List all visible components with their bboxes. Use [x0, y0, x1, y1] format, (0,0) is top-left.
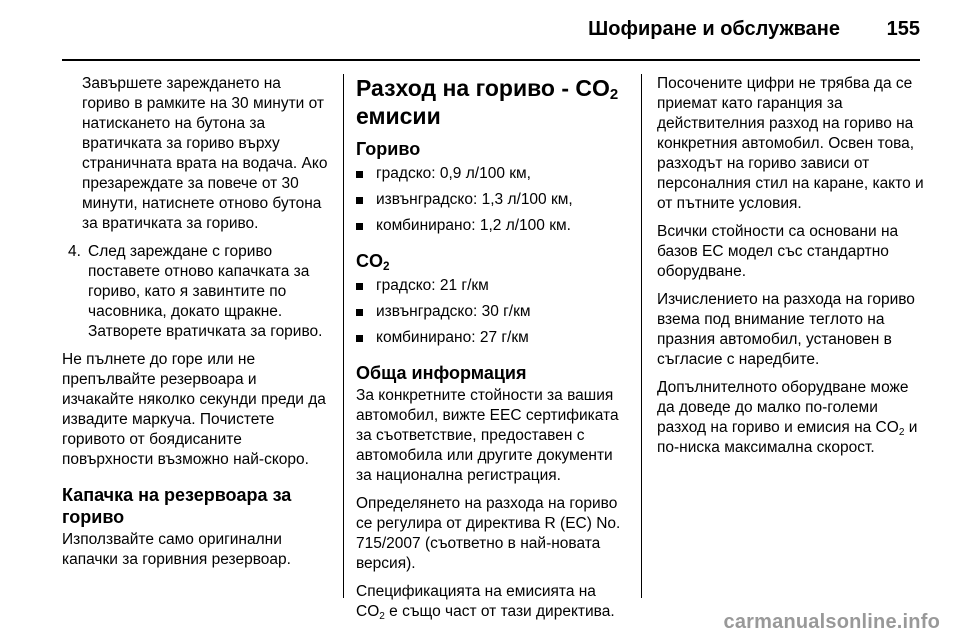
heading-main-text: Разход на гориво - CO [356, 75, 610, 101]
paragraph-extra-equipment [657, 378, 925, 458]
subscript: 2 [379, 611, 385, 622]
paragraph-refuel-time: Завършете зареждането на гориво в рамките на 30 минути от натискането на бутона за вратичката за гориво върху страничната врата на водача. Ако презареждате за повече от 30 минути, натиснете отново бутона за вратичката за гориво. [82, 75, 328, 232]
paragraph-general-1: За конкретните стойности за вашия автомобил, вижте ЕЕС сертификата за съответствие, предоставен с автомобила или другите документи за национална регистрация. [356, 387, 619, 484]
paragraph-calculation: Изчислението на разхода на гориво взема под внимание теглото на празния автомобил, установен в съгласие с наредбите. [657, 291, 915, 368]
heading-co2-text: CO [356, 251, 383, 271]
heading-fuel-consumption [356, 74, 624, 130]
bullet-icon [356, 190, 376, 210]
list-item-text: градско: 21 г/км [376, 277, 489, 294]
text-segment: и по-ниска максимална скорост. [657, 419, 918, 456]
paragraph-base-model: Всички стойности са основани на базов ЕС модел със стандартно оборудване. [657, 223, 899, 280]
text-segment: Допълнителното оборудване може да доведе до малко по-големи разход на гориво и емисия на CO [657, 379, 909, 436]
list-item-text: извънградско: 1,3 л/100 км, [376, 191, 573, 208]
heading-general-info: Обща информация [356, 363, 527, 383]
column-divider [641, 74, 642, 598]
paragraph-overfill-warning: Не пълнете до горе или не препълвайте резервоара и изчакайте няколко секунди преди да извадите маркуча. Почистете горивото от боядисаните повърхности възможно най-скоро. [62, 351, 326, 468]
list-item-text: комбинирано: 27 г/км [376, 329, 529, 346]
paragraph-general-2: Определянето на разхода на гориво се регулира от директива R (EC) No. 715/2007 (съответно в най-новата версия). [356, 495, 621, 572]
watermark-logo: carmanualsonline.info [723, 611, 940, 633]
text-segment: е също част от тази директива. [384, 603, 615, 620]
bullet-icon [356, 328, 376, 348]
list-item [356, 190, 624, 210]
bullet-icon [356, 216, 376, 236]
subscript: 2 [898, 427, 905, 438]
bullet-icon [356, 164, 376, 184]
column-left [62, 74, 330, 578]
heading-main-text-2: емисии [356, 103, 441, 129]
list-item [356, 276, 624, 296]
page-header [0, 0, 960, 60]
page-number: 155 [886, 18, 920, 40]
step-text: След зареждане с гориво поставете отново капачката за гориво, като я завинтите по часовника, докато щракне. Затворете вратичката за гориво. [88, 243, 323, 340]
list-item [356, 302, 624, 322]
column-middle [356, 74, 624, 630]
column-divider [343, 74, 344, 598]
bullet-icon [356, 302, 376, 322]
column-right [657, 74, 925, 466]
heading-fuel: Гориво [356, 139, 421, 159]
paragraph-general-3 [356, 582, 624, 622]
heading-co2 [356, 250, 624, 272]
list-item-text: комбинирано: 1,2 л/100 км. [376, 217, 571, 234]
list-item-text: извънградско: 30 г/км [376, 303, 531, 320]
list-item [356, 164, 624, 184]
header-rule [62, 59, 920, 61]
heading-main-subscript: 2 [609, 86, 619, 103]
list-item [356, 328, 624, 348]
list-item [356, 216, 624, 236]
paragraph-figures-note: Посочените цифри не трябва да се приемат като гаранция за действителния разход на гориво на конкретния автомобил. Освен това, разходът на гориво зависи от персоналния стил на каране, както и от пътните условия. [657, 75, 924, 212]
list-item-text: градско: 0,9 л/100 км, [376, 165, 531, 182]
heading-co2-subscript: 2 [383, 260, 390, 273]
step-4 [62, 242, 330, 342]
step-number: 4. [68, 243, 81, 260]
heading-fuel-cap: Капачка на резервоара за гориво [62, 485, 292, 527]
bullet-icon [356, 276, 376, 296]
header-title: Шофиране и обслужване [588, 18, 840, 40]
text-segment: Спецификацията на емисията на CO [356, 583, 596, 620]
paragraph-fuel-cap: Използвайте само оригинални капачки за горивния резервоар. [62, 531, 291, 568]
